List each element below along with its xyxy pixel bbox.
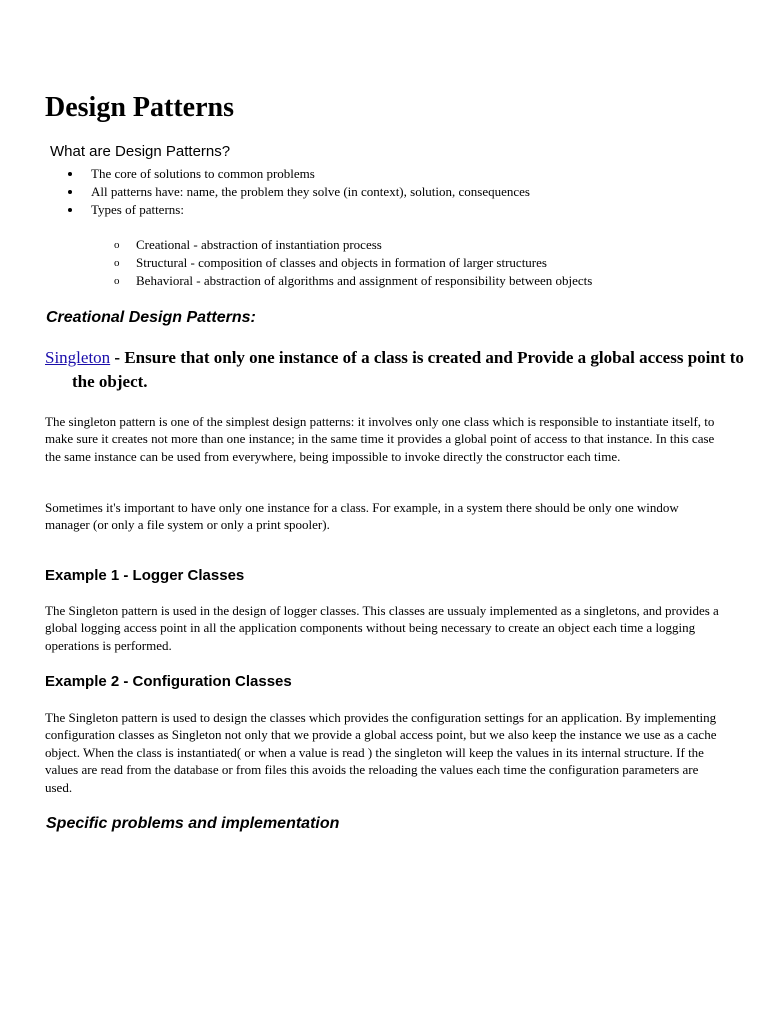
list-item	[0, 254, 592, 272]
circle-bullet-icon: o	[114, 239, 120, 251]
list-item	[0, 272, 592, 290]
bullet-icon	[68, 190, 72, 194]
singleton-description-paragraph: The singleton pattern is one of the simplest design patterns: it involves only one class which is responsible to instantiate itself, to make sure it creates not more than one instance; in the same time it provides a global point of access to that instance. In this case the same instance can be used from everywhere, being impossible to invoke directly the constructor each time.	[45, 414, 715, 464]
list-item-text: All patterns have: name, the problem they solve (in context), solution, consequences	[91, 184, 530, 199]
list-item-text: Creational - abstraction of instantiation process	[136, 237, 382, 252]
singleton-usage-paragraph: Sometimes it's important to have only one instance for a class. For example, in a system there should be only one window manager (or only a file system or only a print spooler).	[45, 500, 679, 533]
list-item-text: The core of solutions to common problems	[91, 166, 315, 181]
what-are-design-patterns-heading: What are Design Patterns?	[50, 143, 231, 160]
page-title: Design Patterns	[45, 92, 234, 123]
list-item-text: Structural - composition of classes and objects in formation of larger structures	[136, 255, 547, 270]
specific-problems-heading: Specific problems and implementation	[46, 815, 340, 832]
example-2-heading: Example 2 - Configuration Classes	[45, 673, 292, 690]
bullet-icon	[68, 172, 72, 176]
list-item-text: Types of patterns:	[91, 202, 184, 217]
bullet-icon	[68, 208, 72, 212]
circle-bullet-icon: o	[114, 275, 120, 287]
list-item	[0, 201, 530, 219]
configuration-example-paragraph: The Singleton pattern is used to design the classes which provides the configuration settings for an application. By implementing configuration classes as Singleton not only that we provide a global access point, but we also keep the instance we use as a cache object. When the class is instantiated( or when a value is read ) the singleton will keep the values in its internal structure. If the values are read from the database or from files this avoids the reloading the values each time the configuration parameters are used.	[45, 710, 717, 795]
singleton-heading	[45, 346, 752, 394]
list-item	[0, 165, 530, 183]
example-1-heading: Example 1 - Logger Classes	[45, 567, 245, 584]
list-item	[0, 183, 530, 201]
circle-bullet-icon: o	[114, 257, 120, 269]
pattern-types-list	[0, 236, 592, 290]
logger-example-paragraph: The Singleton pattern is used in the design of logger classes. This classes are ussualy implemented as a singletons, and provides a global logging access point in all the application components without being necessary to create an object each time a logging operations is performed.	[45, 603, 719, 653]
list-item	[0, 236, 592, 254]
creational-patterns-heading: Creational Design Patterns:	[46, 309, 256, 326]
design-patterns-bullet-list	[0, 165, 530, 219]
singleton-link[interactable]: Singleton	[45, 348, 111, 367]
singleton-heading-text: - Ensure that only one instance of a class is created and Provide a global access point to the object.	[72, 348, 744, 391]
list-item-text: Behavioral - abstraction of algorithms and assignment of responsibility between objects	[136, 273, 593, 288]
